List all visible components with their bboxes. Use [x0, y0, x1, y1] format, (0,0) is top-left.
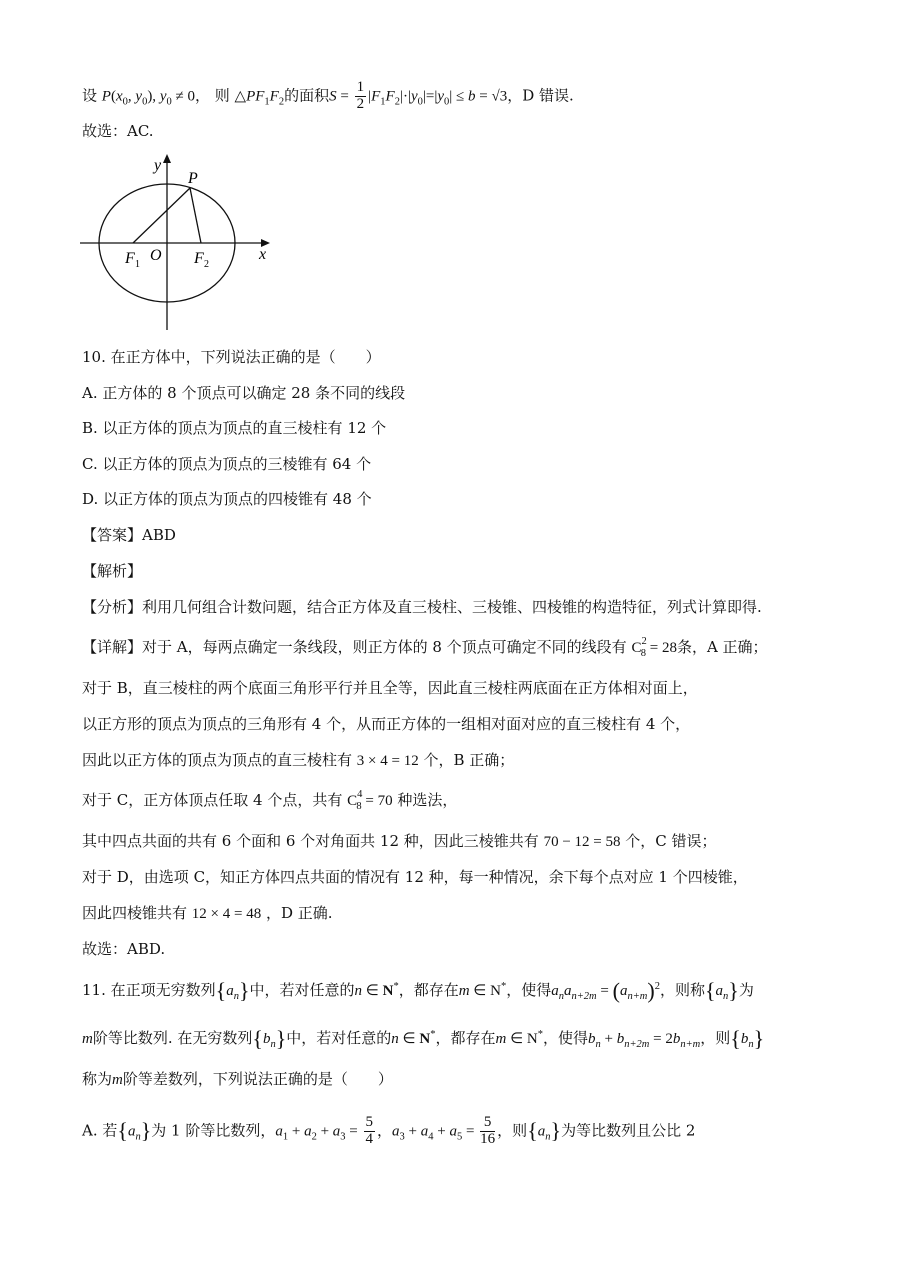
segment-pf2: [190, 188, 201, 243]
y-axis-arrow: [163, 154, 171, 163]
q10-analysis: 【分析】利用几何组合计数问题，结合正方体及直三棱柱、三棱锥、四棱锥的构造特征，列式计算即得.: [82, 598, 762, 616]
q10-detail-b1: 对于 B，直三棱柱的两个底面三角形平行并且全等，因此直三棱柱两底面在正方体相对面上，: [82, 679, 698, 697]
q10-detail-a: 【详解】对于 A，每两点确定一条线段，则正方体的 8 个顶点可确定不同的线段有 $C^2_8 = 28$条，A 正确；: [82, 636, 768, 659]
q11-option-a: A. 若$\{a_n\}$为 1 阶等比数列，$a_1 + a_2 + a_3$ = $\frac{5}{4}$ ，$a_3 + a_4 + a_5$ = $\frac{5}{16}$ ，则$\{a_n\}$为等比数列且公比 2: [82, 1114, 696, 1147]
label-f1-sub: 1: [135, 259, 140, 270]
label-f2-sub: 2: [204, 259, 209, 270]
label-f1: F: [125, 250, 135, 267]
ellipse-figure: [80, 150, 280, 335]
q10-answer: 【答案】ABD: [82, 526, 176, 544]
q10-option-c: C. 以正方体的顶点为顶点的三棱锥有 64 个: [82, 455, 372, 473]
q10-detail-c1: 对于 C，正方体顶点任取 4 个点，共有 $C^4_8 = 70$ 种选法，: [82, 789, 458, 812]
q10-analysis-heading: 【解析】: [82, 562, 143, 580]
q10-detail-d2: 因此四棱锥共有 12 × 4 = 48 ，D 正确.: [82, 904, 333, 922]
label-p: P: [188, 170, 198, 187]
q10-option-a: A. 正方体的 8 个顶点可以确定 28 条不同的线段: [82, 384, 406, 402]
q11-line-2: m阶等比数列. 在无穷数列$\{b_n\}$中，若对任意的n ∈ N*，都存在m ∈ N*，使得$b_n + b_{n+2m} = 2b_{n+m}$，则$\{b_n\}$: [82, 1026, 765, 1051]
q10-option-d: D. 以正方体的顶点为顶点的四棱锥有 48 个: [82, 490, 372, 508]
label-o: O: [150, 247, 162, 264]
label-y: y: [154, 157, 162, 174]
q11-line-3: 称为m阶等差数列，下列说法正确的是（ ）: [82, 1070, 393, 1088]
q10-detail-d1: 对于 D，由选项 C，知正方体四点共面的情况有 12 种，每一种情况，余下每个点对应 1 个四棱锥，: [82, 868, 748, 886]
segment-pf1: [133, 188, 190, 243]
q10-conclusion: 故选：ABD.: [82, 940, 166, 958]
q10-detail-c2: 其中四点共面的共有 6 个面和 6 个对角面共 12 种，因此三棱锥共有 70 − 12 = 58 个，C 错误；: [82, 832, 717, 850]
q10-detail-b3: 因此以正方体的顶点为顶点的直三棱柱有 3 × 4 = 12 个，B 正确；: [82, 751, 515, 769]
q10-stem: 10. 在正方体中，下列说法正确的是（ ）: [82, 348, 381, 366]
solution-9-conclusion: 故选：AC.: [82, 122, 154, 140]
q10-detail-b2: 以正方形的顶点为顶点的三角形有 4 个，从而正方体的一组相对面对应的直三棱柱有 4 个，: [82, 715, 691, 733]
q10-option-b: B. 以正方体的顶点为顶点的直三棱柱有 12 个: [82, 419, 387, 437]
label-f2: F: [194, 250, 204, 267]
solution-9-line: 设 $P(x_0$, $y_0$), $y_0 \ne 0$， 则 $\triangle PF_1F_2$的面积S = $\frac{1}{2}$ $|F_1F_2|\cdot|y_0|=|y_0| \le b = √3$，D 错误.: [82, 79, 574, 112]
q11-line-1: 11. 在正项无穷数列$\{a_n\}$中，若对任意的n ∈ N*，都存在m ∈ N*，使得$a_na_{n+2m} = (a_{n+m})^2$，则称$\{a_n\}$为: [82, 978, 754, 1003]
label-x: x: [259, 246, 267, 263]
